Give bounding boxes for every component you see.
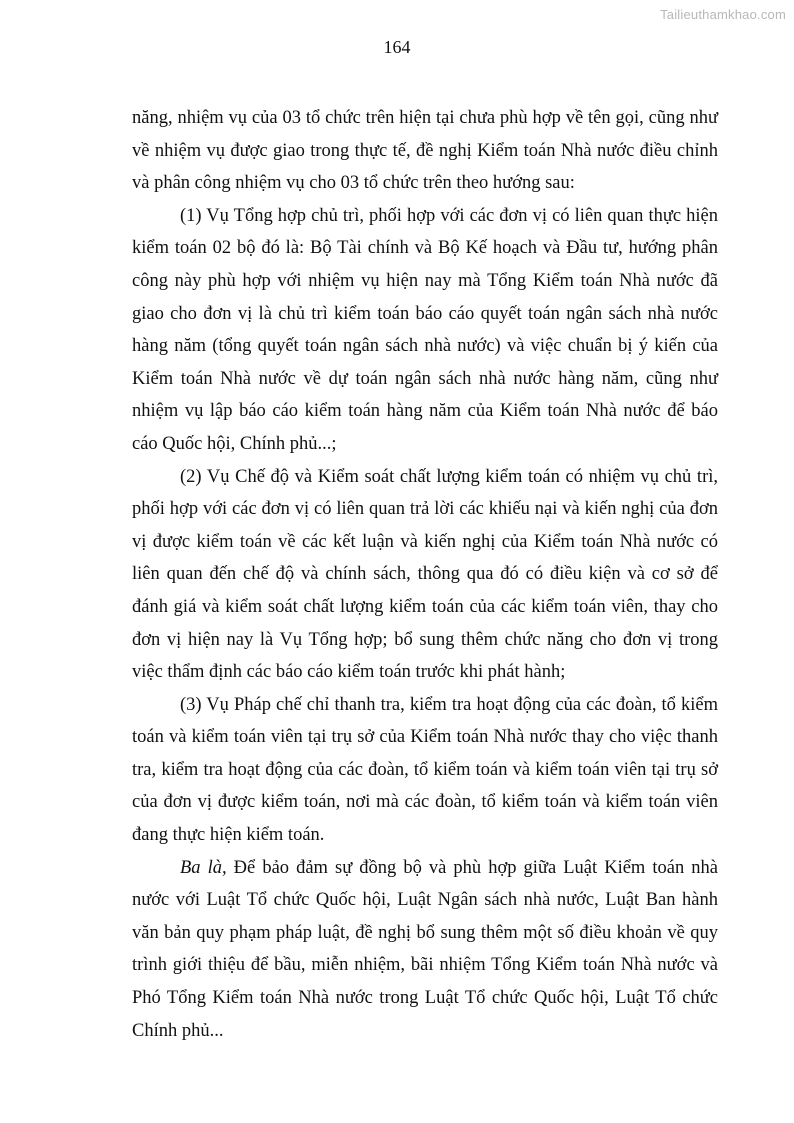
- paragraph-item-1: (1) Vụ Tổng hợp chủ trì, phối hợp với các đơn vị có liên quan thực hiện kiểm toán 02 bộ đó là: Bộ Tài chính và Bộ Kế hoạch và Đầu tư, hướng phân công này phù hợp với nhiệm vụ hiện nay mà Tổng Kiểm toán Nhà nước đã giao cho đơn vị là chủ trì kiểm toán báo cáo quyết toán ngân sách nhà nước hàng năm (tổng quyết toán ngân sách nhà nước) và việc chuẩn bị ý kiến của Kiểm toán Nhà nước về dự toán ngân sách nhà nước hàng năm, cũng như nhiệm vụ lập báo cáo kiểm toán hàng năm của Kiểm toán Nhà nước để báo cáo Quốc hội, Chính phủ...;: [132, 205, 718, 454]
- page-number: 164: [383, 37, 411, 57]
- paragraph-ba-la-text: Để bảo đảm sự đồng bộ và phù hợp giữa Luật Kiểm toán nhà nước với Luật Tổ chức Quốc hội, Luật Ngân sách nhà nước, Luật Ban hành văn bản quy phạm pháp luật, đề nghị bổ sung thêm một số điều khoản về quy trình giới thiệu để bầu, miễn nhiệm, bãi nhiệm Tổng Kiểm toán Nhà nước và Phó Tổng Kiểm toán Nhà nước trong Luật Tổ chức Quốc hội, Luật Tổ chức Chính phủ...: [132, 857, 718, 1041]
- paragraph-item-2: (2) Vụ Chế độ và Kiểm soát chất lượng kiểm toán có nhiệm vụ chủ trì, phối hợp với các đơn vị có liên quan trả lời các khiếu nại và kiến nghị của đơn vị được kiểm toán về các kết luận và kiến nghị của Kiểm toán Nhà nước có liên quan đến chế độ và chính sách, thông qua đó có điều kiện và cơ sở để đánh giá và kiểm soát chất lượng kiểm toán của các kiểm toán viên, thay cho đơn vị hiện nay là Vụ Tổng hợp; bổ sung thêm chức năng cho đơn vị trong việc thẩm định các báo cáo kiểm toán trước khi phát hành;: [132, 466, 718, 683]
- paragraph-continuation: năng, nhiệm vụ của 03 tổ chức trên hiện tại chưa phù hợp về tên gọi, cũng như về nhiệm vụ được giao trong thực tế, đề nghị Kiểm toán Nhà nước điều chỉnh và phân công nhiệm vụ cho 03 tổ chức trên theo hướng sau:: [132, 108, 718, 194]
- paragraph-ba-la: [132, 852, 718, 1048]
- watermark: Tailieuthamkhao.com: [660, 7, 786, 22]
- paragraph-item-3: (3) Vụ Pháp chế chỉ thanh tra, kiểm tra hoạt động của các đoàn, tổ kiểm toán và kiểm toán viên tại trụ sở của Kiểm toán Nhà nước thay cho việc thanh tra, kiểm tra hoạt động của các đoàn, tổ kiểm toán và kiểm toán viên tại trụ sở của đơn vị được kiểm toán, nơi mà các đoàn, tổ kiểm toán và kiểm toán viên đang thực hiện kiểm toán.: [132, 694, 718, 846]
- paragraph-lead-italic: Ba là,: [180, 857, 227, 878]
- document-body: [132, 102, 718, 1047]
